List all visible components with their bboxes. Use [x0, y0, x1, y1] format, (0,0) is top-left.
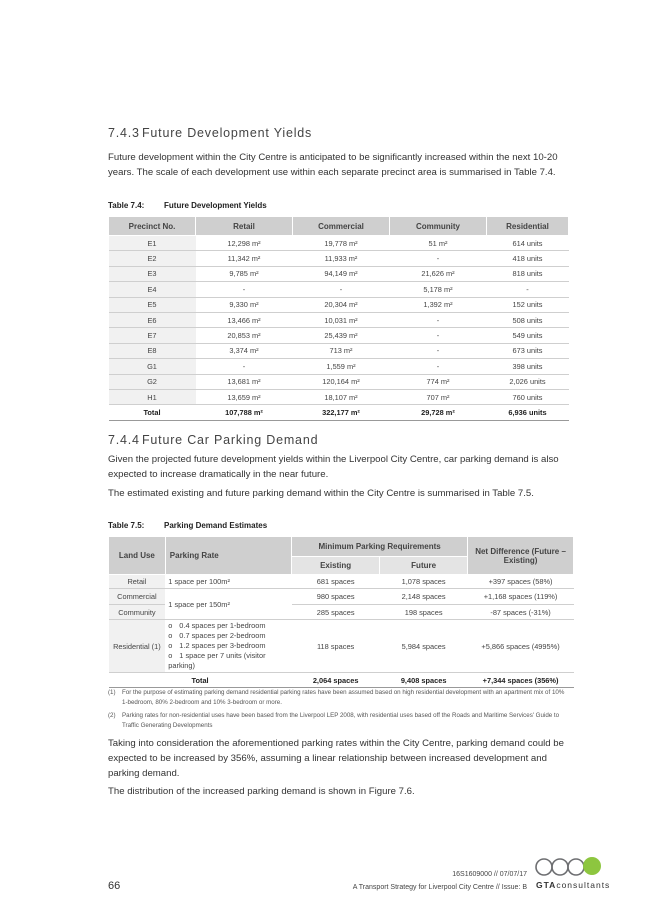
total-retail-cell: 107,788 m² [196, 405, 293, 420]
precinct-cell: E1 [109, 236, 196, 251]
section-title: Future Car Parking Demand [142, 433, 319, 447]
precinct-cell: E2 [109, 251, 196, 266]
table-row-total [109, 673, 574, 688]
residential-cell: 508 units [487, 312, 569, 327]
community-cell: 5,178 m² [390, 282, 487, 297]
rate-item [168, 621, 288, 631]
footnote-1 [108, 688, 574, 707]
parking-rate-cell: 1 space per 100m² [165, 575, 291, 589]
retail-cell: 9,785 m² [196, 266, 293, 281]
table-title: Parking Demand Estimates [164, 521, 268, 530]
paragraph-parking-demand-intro: Given the projected future development yields within the Liverpool City Centre, car parking demand is also expected to increase dramatically in the near future. [108, 454, 559, 480]
residential-cell: 760 units [487, 389, 569, 404]
future-cell: 198 spaces [380, 605, 468, 620]
parking-demand-estimates-table [108, 536, 574, 688]
table-row [109, 297, 569, 312]
footer-reference: 16S1609000 // 07/07/17 [452, 871, 527, 878]
commercial-cell: 94,149 m² [293, 266, 390, 281]
community-cell: 51 m² [390, 236, 487, 251]
total-future: 9,408 spaces [380, 673, 468, 688]
logo-ring-1 [536, 859, 552, 875]
col-existing: Existing [292, 557, 380, 575]
bullet: o [168, 641, 173, 650]
table-row [109, 236, 569, 251]
logo-ring-2 [552, 859, 568, 875]
net-cell: +1,168 spaces (119%) [468, 589, 574, 605]
existing-cell: 285 spaces [292, 605, 380, 620]
commercial-cell: - [293, 282, 390, 297]
bullet: o [168, 621, 173, 630]
precinct-cell: H1 [109, 389, 196, 404]
total-label: Total [109, 673, 292, 688]
land-use-cell: Commercial [109, 589, 166, 605]
precinct-cell: G2 [109, 374, 196, 389]
table-row [109, 328, 569, 343]
community-cell: - [390, 312, 487, 327]
col-net-difference: Net Difference (Future – Existing) [468, 537, 574, 575]
retail-cell: 20,853 m² [196, 328, 293, 343]
precinct-cell: E3 [109, 266, 196, 281]
retail-cell: 3,374 m² [196, 343, 293, 358]
residential-cell: 549 units [487, 328, 569, 343]
col-min-parking-req: Minimum Parking Requirements [292, 537, 468, 557]
retail-cell: - [196, 359, 293, 374]
community-cell: - [390, 328, 487, 343]
bullet: o [168, 651, 173, 660]
land-use-cell: Retail [109, 575, 166, 589]
commercial-cell: 19,778 m² [293, 236, 390, 251]
table-7-5-caption [108, 521, 267, 530]
table-row [109, 389, 569, 404]
residential-cell: - [487, 282, 569, 297]
precinct-cell: E7 [109, 328, 196, 343]
logo-ring-3 [568, 859, 584, 875]
total-residential-cell: 6,936 units [487, 405, 569, 420]
net-cell: -87 spaces (-31%) [468, 605, 574, 620]
table-row [109, 266, 569, 281]
col-future: Future [380, 557, 468, 575]
total-label: Total [109, 405, 196, 420]
retail-cell: 13,659 m² [196, 389, 293, 404]
future-development-yields-table [108, 216, 569, 421]
paragraph-parking-increase: Taking into consideration the aforementioned parking rates within the City Centre, parking demand could be expected to be increased by 356%, assuming a linear relationship between increased development and parking demand. [108, 738, 564, 779]
commercial-cell: 20,304 m² [293, 297, 390, 312]
total-net: +7,344 spaces (356%) [468, 673, 574, 688]
residential-cell: 2,026 units [487, 374, 569, 389]
future-cell: 5,984 spaces [380, 620, 468, 673]
paragraph-figure-reference: The distribution of the increased parking demand is shown in Figure 7.6. [108, 786, 415, 797]
land-use-cell: Community [109, 605, 166, 620]
existing-cell: 681 spaces [292, 575, 380, 589]
residential-cell: 614 units [487, 236, 569, 251]
footnote-text: For the purpose of estimating parking demand residential parking rates have been assumed based on high residential development with an apartment mix of 10% 1-bedroom, 80% 2-bedroom and 10% 3-bedroom or more. [122, 689, 565, 706]
footnote-mark: (2) [108, 712, 116, 719]
rate-item [168, 651, 288, 671]
commercial-cell: 713 m² [293, 343, 390, 358]
table-row [109, 343, 569, 358]
total-existing: 2,064 spaces [292, 673, 380, 688]
total-community-cell: 29,728 m² [390, 405, 487, 420]
logo-dot-green [583, 857, 601, 875]
section-number: 7.4.4 [108, 433, 140, 447]
page-number: 66 [108, 880, 121, 892]
retail-cell: 11,342 m² [196, 251, 293, 266]
residential-cell: 673 units [487, 343, 569, 358]
col-land-use: Land Use [109, 537, 166, 575]
commercial-cell: 18,107 m² [293, 389, 390, 404]
table-7-4-caption [108, 201, 267, 210]
parking-rate-cell [165, 620, 291, 673]
rate-item [168, 641, 288, 651]
col-retail: Retail [196, 217, 293, 236]
table-row [109, 374, 569, 389]
footnote-text: Parking rates for non-residential uses have been based from the Liverpool LEP 2008, with residential uses based off the Roads and Maritime Services' Guide to Traffic Generating Developments [122, 712, 560, 729]
residential-cell: 418 units [487, 251, 569, 266]
col-community: Community [390, 217, 487, 236]
paragraph-development-yields: Future development within the City Centre is anticipated to be significantly increased within the next 10-20 years. The scale of each development use within each separate precinct area is summarised in Table 7.4. [108, 152, 558, 178]
community-cell: - [390, 251, 487, 266]
logo-text-rest: consultants [556, 880, 611, 890]
col-precinct: Precinct No. [109, 217, 196, 236]
precinct-cell: G1 [109, 359, 196, 374]
table-row-retail [109, 575, 574, 589]
land-use-cell: Residential (1) [109, 620, 166, 673]
col-parking-rate: Parking Rate [165, 537, 291, 575]
table-row-total [109, 405, 569, 420]
future-cell: 2,148 spaces [380, 589, 468, 605]
parking-rate-cell: 1 space per 150m² [165, 589, 291, 620]
section-heading-7-4-3 [108, 126, 312, 140]
section-title: Future Development Yields [142, 126, 313, 140]
footnote-mark: (1) [108, 689, 116, 696]
logo-text-bold: GTA [536, 880, 557, 890]
table-row-commercial [109, 589, 574, 605]
residential-cell: 398 units [487, 359, 569, 374]
community-cell: 707 m² [390, 389, 487, 404]
community-cell: - [390, 343, 487, 358]
footer-document-title: A Transport Strategy for Liverpool City Centre // Issue: B [352, 884, 527, 891]
precinct-cell: E8 [109, 343, 196, 358]
commercial-cell: 10,031 m² [293, 312, 390, 327]
table-label: Table 7.5: [108, 521, 145, 530]
rate-text: 0.7 spaces per 2-bedroom [179, 631, 266, 640]
col-residential: Residential [487, 217, 569, 236]
rate-item [168, 631, 288, 641]
existing-cell: 118 spaces [292, 620, 380, 673]
residential-cell: 818 units [487, 266, 569, 281]
retail-cell: - [196, 282, 293, 297]
community-cell: 21,626 m² [390, 266, 487, 281]
gta-logo-icon [534, 856, 608, 878]
paragraph-parking-demand-summary: The estimated existing and future parking demand within the City Centre is summarised in Table 7.5. [108, 488, 534, 499]
commercial-cell: 11,933 m² [293, 251, 390, 266]
precinct-cell: E4 [109, 282, 196, 297]
retail-cell: 9,330 m² [196, 297, 293, 312]
community-cell: - [390, 359, 487, 374]
table-row-residential [109, 620, 574, 673]
gta-logo-text [536, 880, 610, 890]
commercial-cell: 25,439 m² [293, 328, 390, 343]
section-heading-7-4-4 [108, 433, 318, 447]
community-cell: 1,392 m² [390, 297, 487, 312]
total-commercial-cell: 322,177 m² [293, 405, 390, 420]
table-row [109, 312, 569, 327]
existing-cell: 980 spaces [292, 589, 380, 605]
retail-cell: 13,681 m² [196, 374, 293, 389]
net-cell: +397 spaces (58%) [468, 575, 574, 589]
rate-text: 1 space per 7 units (visitor parking) [168, 651, 266, 670]
precinct-cell: E5 [109, 297, 196, 312]
table-row [109, 282, 569, 297]
table-row [109, 359, 569, 374]
table-label: Table 7.4: [108, 201, 145, 210]
community-cell: 774 m² [390, 374, 487, 389]
residential-cell: 152 units [487, 297, 569, 312]
future-cell: 1,078 spaces [380, 575, 468, 589]
commercial-cell: 120,164 m² [293, 374, 390, 389]
table-row [109, 251, 569, 266]
bullet: o [168, 631, 173, 640]
footnote-2 [108, 711, 574, 730]
rate-text: 1.2 spaces per 3-bedroom [179, 641, 266, 650]
commercial-cell: 1,559 m² [293, 359, 390, 374]
precinct-cell: E6 [109, 312, 196, 327]
table-title: Future Development Yields [164, 201, 267, 210]
section-number: 7.4.3 [108, 126, 140, 140]
retail-cell: 13,466 m² [196, 312, 293, 327]
rate-text: 0.4 spaces per 1-bedroom [179, 621, 266, 630]
retail-cell: 12,298 m² [196, 236, 293, 251]
col-commercial: Commercial [293, 217, 390, 236]
net-cell: +5,866 spaces (4995%) [468, 620, 574, 673]
